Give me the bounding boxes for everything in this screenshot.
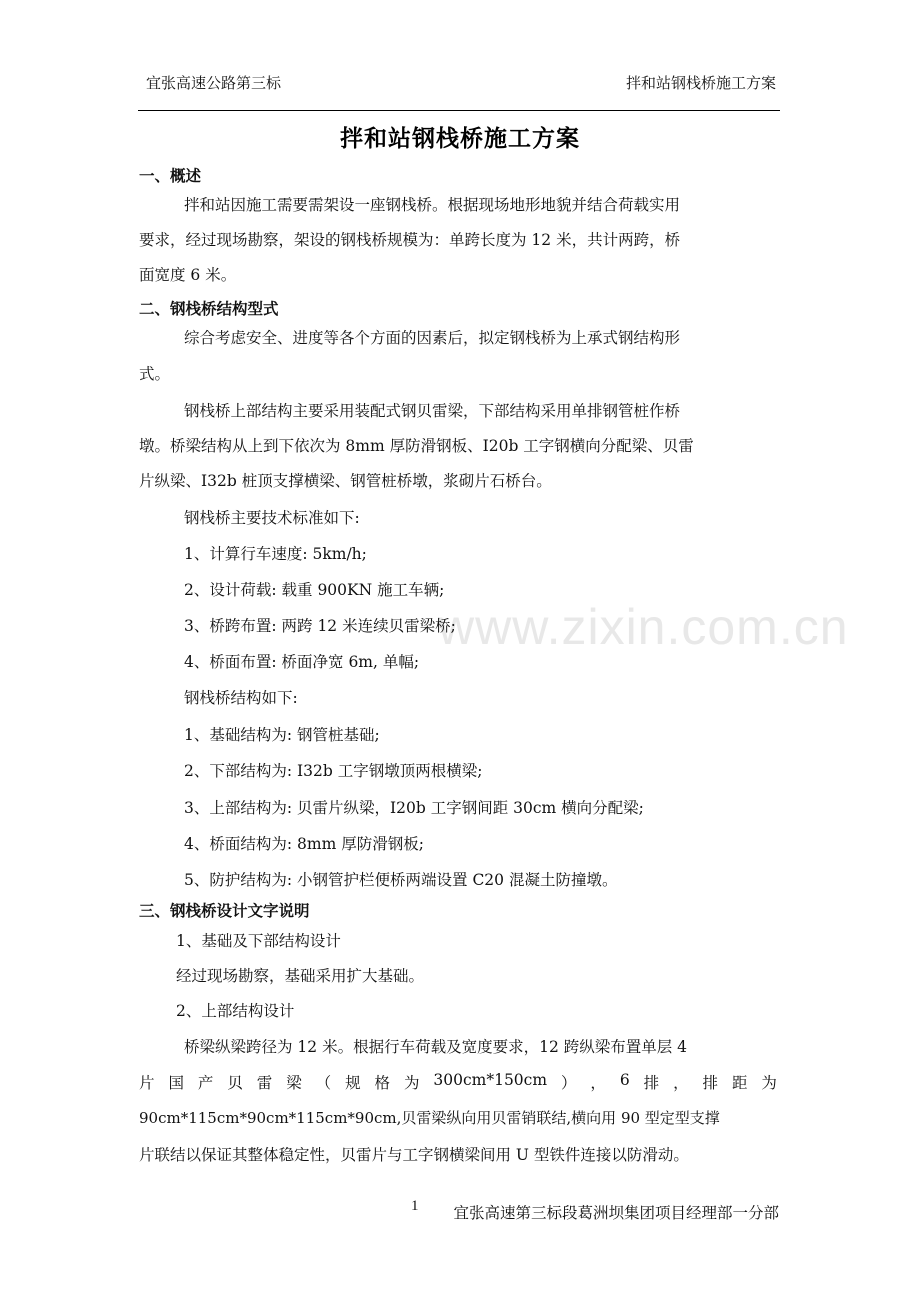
word: ） bbox=[560, 1074, 577, 1092]
header-right: 拌和站钢栈桥施工方案 bbox=[625, 75, 776, 92]
word: 规 bbox=[345, 1074, 361, 1092]
subsection-heading: 1、基础及下部结构设计 bbox=[176, 932, 341, 950]
list-item: 1、计算行车速度: 5km/h; bbox=[184, 545, 367, 563]
list-item: 4、桥面结构为: 8mm 厚防滑钢板; bbox=[184, 835, 424, 853]
list-item: 3、桥跨布置: 两跨 12 米连续贝雷梁桥; bbox=[184, 617, 456, 635]
word: 为 bbox=[761, 1074, 777, 1092]
justified-line bbox=[139, 1071, 777, 1093]
header-rule bbox=[138, 110, 780, 111]
list-item: 3、上部结构为: 贝雷片纵梁，I20b 工字钢间距 30cm 横向分配梁; bbox=[184, 799, 644, 817]
word: 距 bbox=[731, 1074, 748, 1092]
word: 贝 bbox=[227, 1074, 243, 1092]
word: 6 bbox=[619, 1071, 630, 1089]
paragraph-line: 拌和站因施工需要需架设一座钢栈桥。根据现场地形地貌并结合荷载实用 bbox=[184, 196, 681, 214]
word: 国 bbox=[168, 1074, 184, 1092]
word: 排 bbox=[643, 1074, 660, 1092]
paragraph-line: 桥梁纵梁跨径为 12 米。根据行车荷载及宽度要求，12 跨纵梁布置单层 4 bbox=[184, 1038, 688, 1056]
list-item: 2、下部结构为: I32b 工字钢墩顶两根横梁; bbox=[184, 762, 483, 780]
paragraph-line: 墩。桥梁结构从上到下依次为 8mm 厚防滑钢板、I20b 工字钢横向分配梁、贝雷 bbox=[139, 437, 694, 455]
paragraph-line: 90cm*115cm*90cm*115cm*90cm,贝雷梁纵向用贝雷销联结,横向用 90 型定型支撑 bbox=[139, 1109, 720, 1127]
paragraph-line: 综合考虑安全、进度等各个方面的因素后，拟定钢栈桥为上承式钢结构形 bbox=[184, 329, 681, 347]
section-1-heading: 一、概述 bbox=[139, 166, 202, 185]
list-item: 2、设计荷载: 载重 900KN 施工车辆; bbox=[184, 581, 445, 599]
section-3-heading: 三、钢栈桥设计文字说明 bbox=[139, 901, 310, 920]
paragraph-line: 钢栈桥上部结构主要采用装配式钢贝雷梁，下部结构采用单排钢管桩作桥 bbox=[184, 402, 681, 420]
document-title: 拌和站钢栈桥施工方案 bbox=[340, 125, 580, 152]
word: 300cm*150cm bbox=[433, 1071, 548, 1089]
structure-intro: 钢栈桥结构如下: bbox=[184, 689, 298, 707]
list-item: 4、桥面布置: 桥面净宽 6m, 单幅; bbox=[184, 653, 420, 671]
header-left: 宜张高速公路第三标 bbox=[146, 75, 282, 92]
list-item: 1、基础结构为: 钢管桩基础; bbox=[184, 726, 380, 744]
watermark: www.zixin.com.cn bbox=[438, 599, 849, 655]
word: 雷 bbox=[256, 1074, 273, 1092]
word: 格 bbox=[374, 1074, 391, 1092]
word: 产 bbox=[197, 1074, 214, 1092]
word: ， bbox=[673, 1074, 689, 1092]
paragraph-line: 片联结以保证其整体稳定性，贝雷片与工字钢横梁间用 U 型铁件连接以防滑动。 bbox=[139, 1146, 689, 1164]
word: 梁 bbox=[286, 1074, 302, 1092]
page-number: 1 bbox=[411, 1198, 419, 1214]
word: （ bbox=[315, 1074, 332, 1092]
section-2-heading: 二、钢栈桥结构型式 bbox=[139, 299, 279, 318]
standards-intro: 钢栈桥主要技术标准如下: bbox=[184, 509, 360, 527]
word: 为 bbox=[403, 1074, 420, 1092]
paragraph-line: 要求，经过现场勘察，架设的钢栈桥规模为：单跨长度为 12 米，共计两跨，桥 bbox=[139, 231, 681, 249]
word: ， bbox=[590, 1074, 606, 1092]
footer-text: 宜张高速第三标段葛洲坝集团项目经理部一分部 bbox=[453, 1205, 779, 1222]
paragraph-line: 经过现场勘察，基础采用扩大基础。 bbox=[176, 967, 425, 985]
word: 排 bbox=[702, 1074, 719, 1092]
paragraph-line: 面宽度 6 米。 bbox=[139, 266, 237, 284]
subsection-heading: 2、上部结构设计 bbox=[176, 1002, 295, 1020]
paragraph-line: 式。 bbox=[139, 365, 171, 383]
word: 片 bbox=[139, 1074, 155, 1092]
list-item: 5、防护结构为: 小钢管护栏便桥两端设置 C20 混凝土防撞墩。 bbox=[184, 871, 618, 889]
paragraph-line: 片纵梁、I32b 桩顶支撑横梁、钢管桩桥墩，浆砌片石桥台。 bbox=[139, 472, 552, 490]
